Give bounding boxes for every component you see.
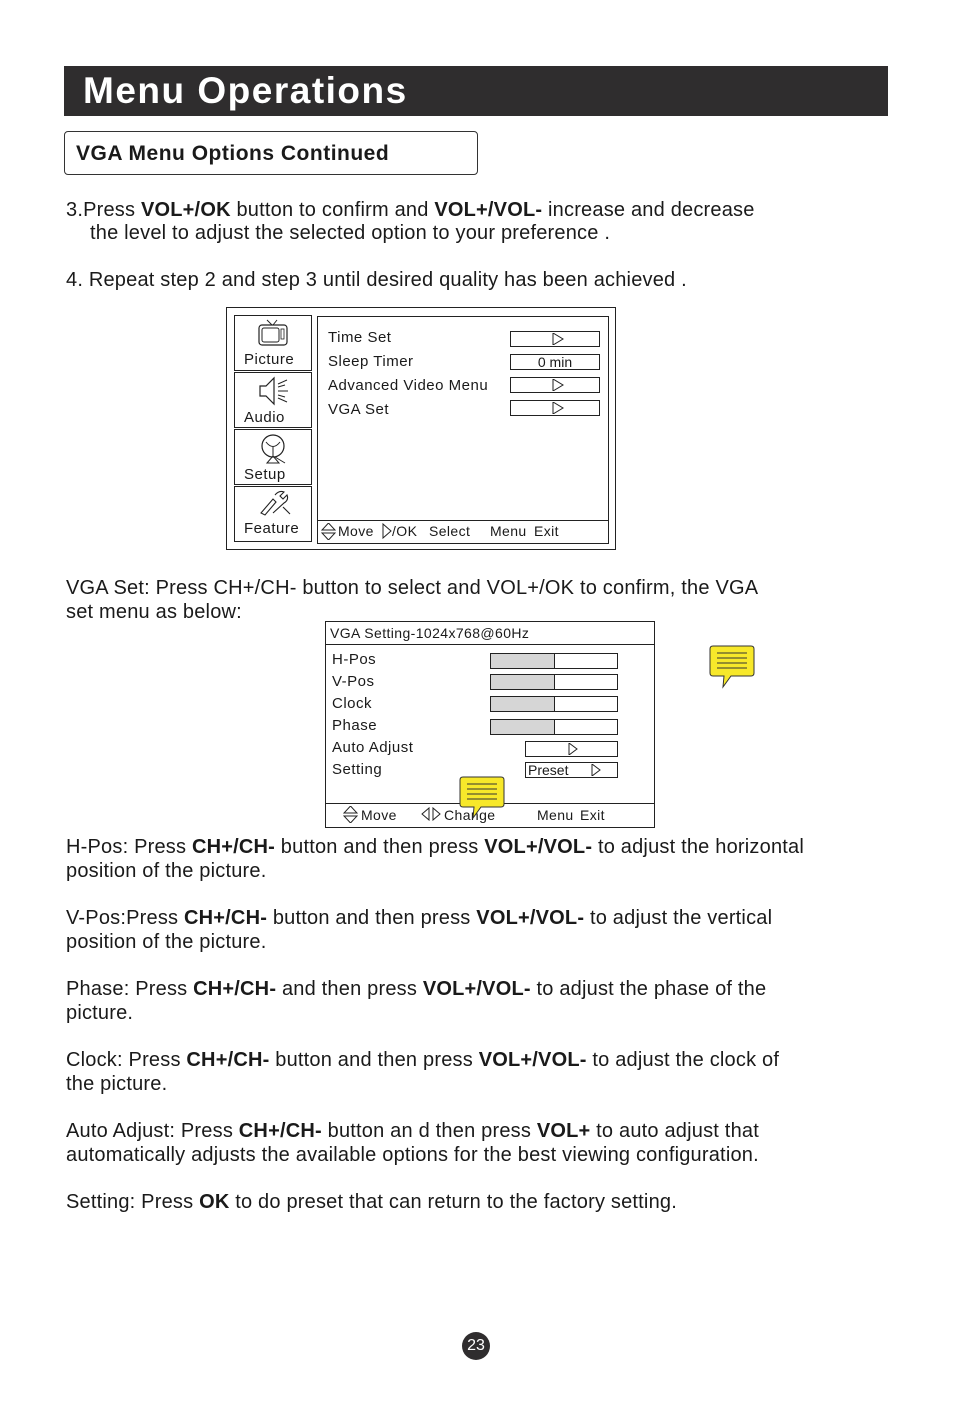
menu-item-sleep-timer-value[interactable]: 0 min: [510, 354, 600, 370]
slider-fill: [491, 720, 555, 734]
status-menu: Menu: [490, 523, 527, 539]
step-3-line-1: 3.Press VOL+/OK button to confirm and VOL+/VOL- increase and decrease: [66, 199, 755, 221]
tab-label: Audio: [244, 409, 285, 426]
status-exit: Exit: [534, 523, 559, 539]
hpos-description: H-Pos: Press CH+/CH- button and then press VOL+/VOL- to adjust the horizontal: [66, 836, 804, 858]
slider-fill: [491, 675, 555, 689]
status-select: Select: [429, 523, 471, 539]
menu-item-sleep-timer[interactable]: Sleep Timer: [328, 353, 414, 370]
vga-item-h-pos[interactable]: H-Pos: [332, 651, 377, 668]
page-number: 23: [462, 1332, 490, 1360]
auto-adjust-value[interactable]: [525, 741, 618, 757]
satellite-dish-icon: [259, 433, 289, 465]
tab-label: Picture: [244, 351, 295, 368]
slider-fill: [491, 697, 555, 711]
up-down-arrows-icon: [321, 523, 336, 540]
vga-item-auto-adjust[interactable]: Auto Adjust: [332, 739, 414, 756]
tv-icon: [257, 319, 289, 347]
vga-menu-title: VGA Setting-1024x768@60Hz: [330, 625, 530, 641]
arrow-right-icon: [568, 743, 578, 755]
speaker-icon: [257, 375, 291, 407]
menu-item-vga-set-value[interactable]: [510, 400, 600, 416]
tab-feature[interactable]: [234, 486, 312, 542]
clock-description: Clock: Press CH+/CH- button and then press VOL+/VOL- to adjust the clock of: [66, 1049, 780, 1071]
vga-item-phase[interactable]: Phase: [332, 717, 378, 734]
divider: [325, 644, 654, 645]
status-move: Move: [338, 523, 374, 539]
menu-item-time-set-value[interactable]: [510, 331, 600, 347]
left-right-arrows-icon: [421, 807, 441, 821]
menu-item-advanced-video-menu-value[interactable]: [510, 377, 600, 393]
status-exit: Exit: [580, 807, 605, 823]
vga-item-setting[interactable]: Setting: [332, 761, 383, 778]
note-icon: [709, 645, 755, 689]
arrow-right-icon: [591, 764, 601, 776]
clock-slider[interactable]: [490, 696, 618, 712]
setting-value[interactable]: [525, 762, 618, 778]
vga-set-line-1: VGA Set: Press CH+/CH- button to select and VOL+/OK to confirm, the VGA: [66, 577, 759, 599]
menu-item-time-set[interactable]: Time Set: [328, 329, 392, 346]
arrow-right-icon: [552, 402, 564, 414]
status-change: Change: [444, 807, 496, 823]
status-ok: /OK: [392, 523, 418, 539]
step-3-line-2: the level to adjust the selected option to your preference .: [90, 222, 611, 244]
section-title: VGA Menu Options Continued: [76, 142, 390, 165]
note-icon: [459, 776, 505, 820]
up-down-arrows-icon: [343, 806, 358, 823]
auto-adjust-description: Auto Adjust: Press CH+/CH- button an d then press VOL+ to auto adjust that: [66, 1120, 759, 1142]
tools-icon: [257, 489, 293, 517]
auto-adjust-description-line-2: automatically adjusts the available options for the best viewing configuration.: [66, 1144, 759, 1166]
arrow-right-icon: [552, 333, 564, 345]
v-pos-slider[interactable]: [490, 674, 618, 690]
step-4: 4. Repeat step 2 and step 3 until desired quality has been achieved .: [66, 269, 687, 291]
page-title: Menu Operations: [83, 70, 408, 111]
setting-description: Setting: Press OK to do preset that can return to the factory setting.: [66, 1191, 677, 1213]
menu-item-advanced-video-menu[interactable]: Advanced Video Menu: [328, 377, 489, 394]
vpos-description-line-2: position of the picture.: [66, 931, 267, 953]
setting-value-text: Preset: [528, 762, 569, 778]
tab-label: Feature: [244, 520, 300, 537]
phase-slider[interactable]: [490, 719, 618, 735]
tab-label: Setup: [244, 466, 286, 483]
tab-audio[interactable]: [234, 372, 312, 428]
clock-description-line-2: the picture.: [66, 1073, 168, 1095]
vga-item-clock[interactable]: Clock: [332, 695, 373, 712]
arrow-right-icon: [382, 523, 392, 539]
hpos-description-line-2: position of the picture.: [66, 860, 267, 882]
slider-fill: [491, 654, 555, 668]
tab-setup[interactable]: [234, 429, 312, 485]
osd-menu-panel: [317, 316, 609, 544]
arrow-right-icon: [552, 379, 564, 391]
status-menu: Menu: [537, 807, 574, 823]
phase-description-line-2: picture.: [66, 1002, 134, 1024]
vpos-description: V-Pos:Press CH+/CH- button and then press VOL+/VOL- to adjust the vertical: [66, 907, 773, 929]
phase-description: Phase: Press CH+/CH- and then press VOL+/VOL- to adjust the phase of the: [66, 978, 767, 1000]
status-move: Move: [361, 807, 397, 823]
tab-picture[interactable]: [234, 315, 312, 371]
h-pos-slider[interactable]: [490, 653, 618, 669]
menu-item-vga-set[interactable]: VGA Set: [328, 401, 390, 418]
vga-item-v-pos[interactable]: V-Pos: [332, 673, 375, 690]
vga-set-line-2: set menu as below:: [66, 601, 242, 623]
